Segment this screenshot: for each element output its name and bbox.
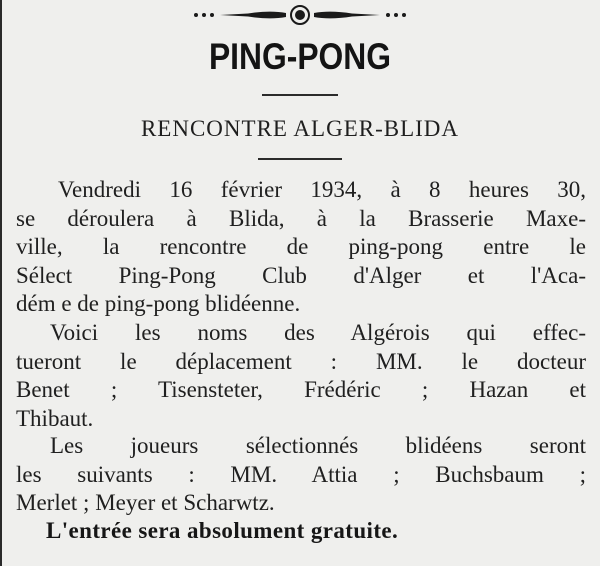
closing-statement: L'entrée sera absolument gratuite. [46, 518, 399, 543]
paragraph-line: Vendredi 16 février 1934, à 8 heures 30, [58, 177, 586, 202]
column-border [0, 0, 2, 566]
paragraph-line: tueront le déplacement : MM. le docteur [16, 348, 586, 374]
paragraph-line: Sélect Ping-Pong Club d'Alger et l'Aca- [16, 262, 586, 288]
headline-divider [262, 94, 338, 96]
paragraph-line: Benet ; Tisensteter, Frédéric ; Hazan et [16, 377, 586, 402]
paragraph-line: Les joueurs sélectionnés blidéens seront [50, 433, 586, 458]
article-headline: PING-PONG [208, 36, 392, 77]
paragraph-line: les suivants : MM. Attia ; Buchsbaum ; [16, 461, 586, 487]
paragraph-2 [16, 319, 586, 433]
paragraph-line: Merlet ; Meyer et Scharwtz. [16, 490, 275, 515]
paragraph-line: Thibaut. [16, 405, 94, 431]
article-subheadline: RENCONTRE ALGER-BLIDA [140, 116, 460, 141]
paragraph-line: ville, la rencontre de ping-pong entre le [16, 234, 586, 259]
decorative-ornament-icon [188, 4, 412, 26]
paragraph-line: se déroulera à Blida, à la Brasserie Maxe- [16, 205, 586, 231]
subheadline-divider [258, 158, 342, 160]
paragraph-line: dém e de ping-pong blidéenne. [16, 291, 301, 316]
paragraph-3 [16, 432, 586, 518]
paragraph-line: Voici les noms des Algérois qui effec- [50, 320, 586, 345]
paragraph-1 [16, 176, 586, 319]
